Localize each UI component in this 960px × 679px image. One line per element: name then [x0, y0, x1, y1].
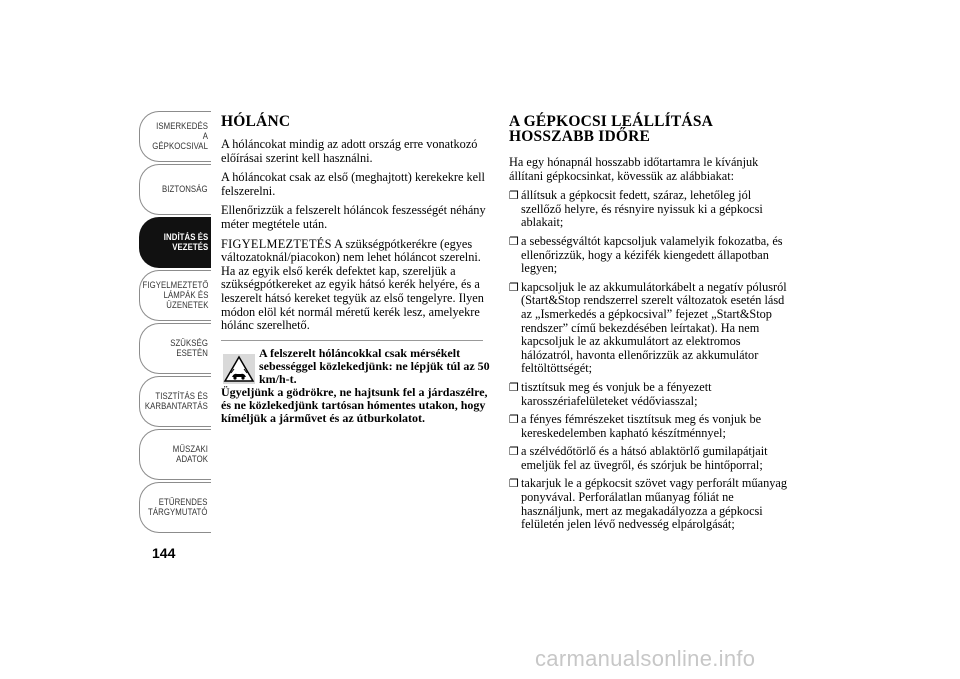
list-item [509, 477, 789, 531]
tab-ismerkedes[interactable] [139, 111, 211, 162]
tab-targymutato[interactable] [139, 482, 211, 533]
tab-muszaki-adatok[interactable] [139, 429, 211, 480]
tab-label: FIGYELMEZTETŐ LÁMPÁK ÉS ÜZENETEK [142, 279, 208, 311]
tab-label: SZÜKSÉG ESETÉN [170, 337, 208, 359]
intro-paragraph: Ha egy hónapnál hosszabb időtartamra le kívánjuk állítani gépkocsinkat, kövessük az alábbiakat: [509, 155, 759, 183]
title-line-1: A GÉPKOCSI LEÁLLÍTÁSA [509, 113, 714, 130]
paragraph: A hóláncokat csak az első (meghajtott) kerekekre kell felszerelni. [221, 170, 485, 198]
divider [221, 340, 483, 341]
watermark: carmanualsonline.info [535, 646, 756, 671]
list-item [509, 381, 789, 408]
warning-label: FIGYELMEZTETÉS [221, 236, 332, 251]
checkbox-bullet-icon: ❐ [509, 380, 519, 394]
long-storage-section [509, 114, 789, 537]
tab-label: MŰSZAKI ADATOK [172, 443, 208, 465]
storage-checklist [509, 189, 789, 532]
warning-triangle-icon [223, 354, 255, 384]
section-title [509, 114, 789, 144]
title-line-2: HOSSZABB IDŐRE [509, 128, 651, 145]
caution-box [221, 347, 491, 425]
tab-label: ETŰRENDES TÁRGYMUTATÓ [148, 496, 208, 518]
list-item-text: a szélvédőtörlő és a hátsó ablaktörlő gumilapátjait emeljük fel az üvegről, és szórjuk be hintőporral; [521, 444, 768, 472]
list-item-text: a sebességváltót kapcsoljuk valamelyik fokozatba, és ellenőrizzük, hogy a kézifék kiengedett állapotban legyen; [521, 233, 783, 276]
list-item-text: a fényes fémrészeket tisztítsuk meg és vonjuk be kereskedelemben kapható készítménnyel; [521, 412, 762, 440]
tab-tisztitas[interactable] [139, 376, 211, 427]
checkbox-bullet-icon: ❐ [509, 413, 519, 427]
tab-label: TISZTÍTÁS ÉS KARBANTARTÁS [144, 390, 208, 412]
warning-text: A szükségpótkerékre (egyes változatoknál/piacokon) nem lehet hóláncot szerelni. Ha az egyik első kerék defektet kap, szereljük a szükségpótkereket az egyik hátsó kerék helyére, és a leszerelt hátsó kereket tegyük az első tengelyre. Ilyen módon elöl két normál méretű kerék lesz, amelyekre hólánc szerelhető. [221, 236, 484, 333]
tab-figyelmezteto-lampak[interactable] [139, 270, 211, 321]
tab-inditas-es-vezetes[interactable] [139, 217, 211, 268]
list-item [509, 235, 789, 276]
checkbox-bullet-icon: ❐ [509, 477, 519, 491]
list-item-text: állítsuk a gépkocsit fedett, száraz, lehetőleg jól szellőző helyre, és résnyire nyissuk ki a gépkocsi ablakait; [521, 188, 763, 230]
warning-paragraph [221, 238, 491, 333]
tab-label: INDÍTÁS ÉS VEZETÉS [163, 231, 208, 253]
list-item [509, 413, 789, 440]
snow-chains-section [221, 114, 491, 425]
list-item [509, 281, 789, 376]
section-title: HÓLÁNC [221, 113, 291, 130]
chapter-tabs [139, 111, 211, 535]
checkbox-bullet-icon: ❐ [509, 280, 519, 294]
tab-label: BIZTONSÁG [162, 183, 208, 195]
list-item [509, 189, 789, 230]
caution-text-first: A felszerelt hóláncokkal csak mérsékelt sebességgel közlekedjünk: ne lépjük túl az 50 km/h-t. [259, 345, 490, 386]
page-number: 144 [152, 545, 176, 561]
paragraph: Ellenőrizzük a felszerelt hóláncok feszességét néhány méter megtétele után. [221, 203, 486, 231]
list-item-text: tisztítsuk meg és vonjuk be a fényezett karosszériafelületeket védőviasszal; [521, 379, 712, 408]
tab-szukseg-eseten[interactable] [139, 323, 211, 374]
checkbox-bullet-icon: ❐ [509, 189, 519, 203]
list-item-text: takarjuk le a gépkocsit szövet vagy perforált műanyag ponyvával. Perforálatlan műanyag fóliát ne használjunk, mert az megakadályozza a gépkocsi felületén jelen lévő nedvesség elpárolgását; [521, 476, 787, 532]
tab-biztonsag[interactable] [139, 164, 211, 215]
paragraph: A hóláncokat mindig az adott ország erre vonatkozó előírásai szerint kell használni. [221, 137, 478, 165]
list-item [509, 445, 789, 472]
tab-label: ISMERKEDÉS A GÉPKOCSIVAL [152, 120, 208, 152]
caution-text-rest: Ügyeljünk a gödrökre, ne hajtsunk fel a járdaszélre, és ne közlekedjünk tartósan hómentes utakon, hogy kíméljük a járművet és az útburkolatot. [221, 384, 488, 425]
checkbox-bullet-icon: ❐ [509, 445, 519, 459]
list-item-text: kapcsoljuk le az akkumulátorkábelt a negatív pólusról (Start&Stop rendszerrel szerelt változatok esetén lásd az „Ismerkedés a gépkocsival” fejezet „Start&Stop rendszer” című bekezdésében leírtakat). Ha nem kapcsoljuk le az akkumulátort az elektromos hálózatról, havonta ellenőrizzük az akkumulátor feltöltöttségét; [521, 279, 787, 376]
checkbox-bullet-icon: ❐ [509, 234, 519, 248]
